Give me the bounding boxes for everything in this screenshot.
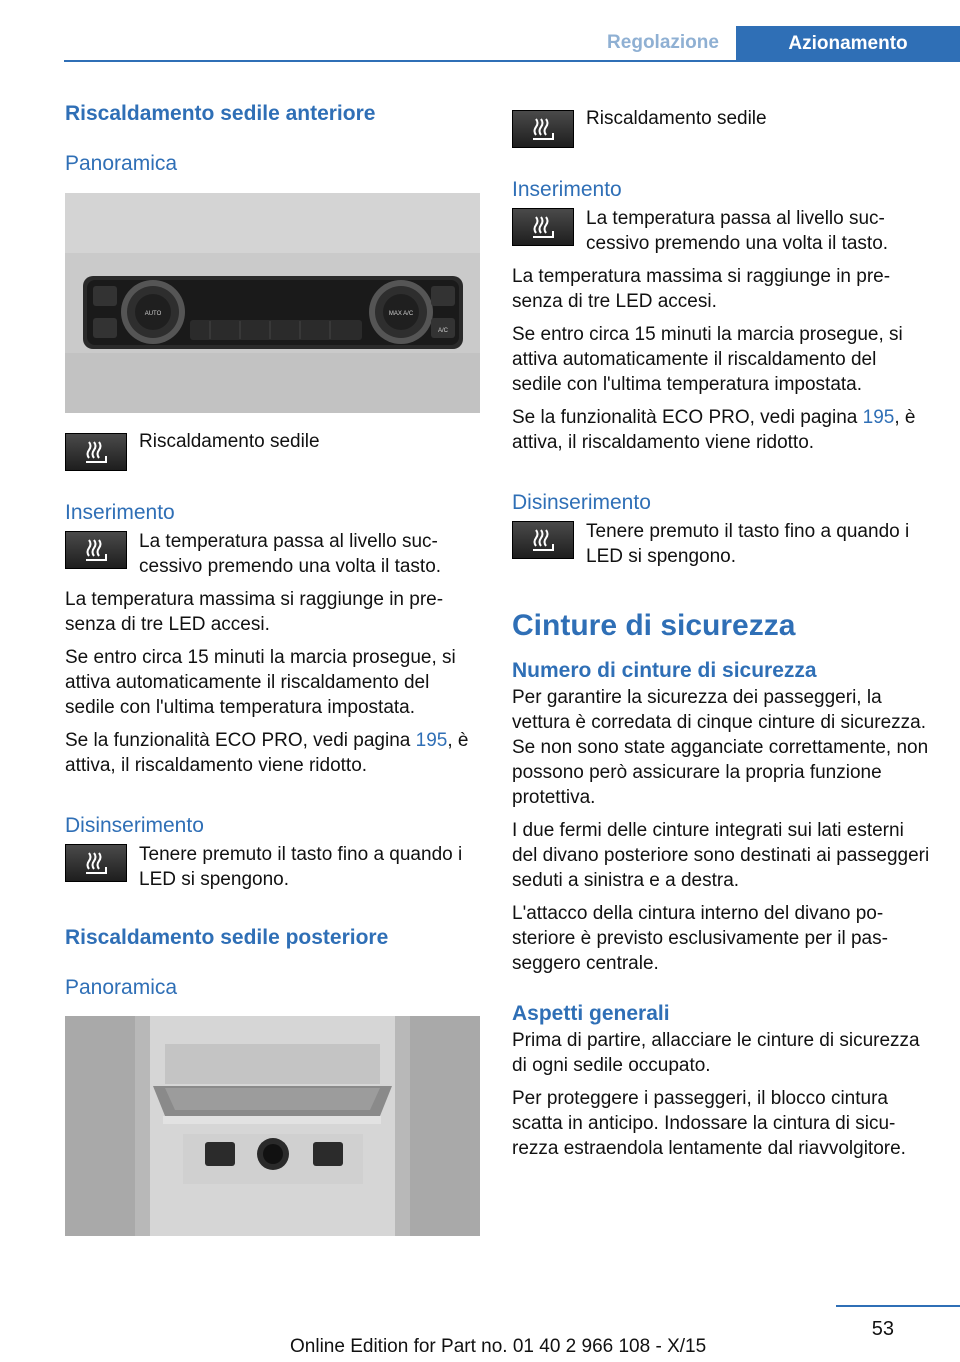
page-link[interactable]: 195 <box>862 407 895 428</box>
auto-label: AUTO <box>144 311 162 317</box>
heading-disinserimento: Disinserimento <box>512 491 651 514</box>
tab-azionamento[interactable]: Azionamento <box>736 26 960 62</box>
inserimento-text: La temperatura passa al livello successivo premendo una volta il tasto. <box>139 531 442 577</box>
paragraph: I due fermi delle cinture integrati sui lati esterni del divano posteriore sono destinati ai passeggeri seduti a sinistra e a destra. <box>512 820 930 891</box>
seat-heating-icon <box>512 521 574 559</box>
paragraph: Per garantire la sicurezza dei passeggeri, la vettura è corredata di cinque cinture di sicurezza. Se non sono state agganciate correttamente, non possono però assicurare la propria funzione protettiva. <box>512 687 929 808</box>
heading-rear-seat-heating: Riscaldamento sedile posteriore <box>65 926 389 949</box>
heading-disinserimento: Disinserimento <box>65 814 204 837</box>
rear-console-photo <box>65 1016 480 1236</box>
paragraph: L'attacco della cintura interno del divano posteriore è previsto esclusivamente per il passeggero centrale. <box>512 903 888 974</box>
heading-cinture: Cinture di sicurezza <box>512 609 796 642</box>
paragraph: Se la funzionalità ECO PRO, vedi pagina 195, è attiva, il riscaldamento viene ridotto. <box>512 407 916 453</box>
max-ac-label: MAX A/C <box>388 311 414 317</box>
front-climate-panel-photo <box>65 193 480 413</box>
seat-heating-icon <box>65 531 127 569</box>
right-column <box>512 100 930 1161</box>
seat-heating-icon <box>512 208 574 246</box>
paragraph: Per proteggere i passeggeri, il blocco cintura scatta in anticipo. Indossare la cintura di sicurezza estraendola lentamente dal riavvolgitore. <box>512 1088 906 1159</box>
heading-panoramica: Panoramica <box>65 976 178 999</box>
paragraph: Se la funzionalità ECO PRO, vedi pagina 195, è attiva, il riscaldamento viene ridotto. <box>65 730 469 776</box>
heading-front-seat-heating: Riscaldamento sedile anteriore <box>65 102 376 125</box>
paragraph: Se entro circa 15 minuti la marcia prosegue, si attiva automaticamente il riscaldamento del sedile con l'ultima temperatura impostata. <box>512 324 903 395</box>
seat-heating-icon <box>512 110 574 148</box>
seat-heating-caption: Riscaldamento sedile <box>586 108 767 129</box>
disinserimento-icon-row <box>512 519 930 569</box>
disinserimento-text: Tenere premuto il tasto fino a quando i LED si spengono. <box>586 521 910 567</box>
tab-regolazione[interactable]: Regolazione <box>607 32 719 53</box>
paragraph: La temperatura massima si raggiunge in presenza di tre LED accesi. <box>65 589 444 635</box>
inserimento-text: La temperatura passa al livello successivo premendo una volta il tasto. <box>586 208 889 254</box>
left-column <box>65 100 483 1236</box>
heading-numero-cinture: Numero di cinture di sicurezza <box>512 659 817 682</box>
paragraph: Se entro circa 15 minuti la marcia prosegue, si attiva automaticamente il riscaldamento del sedile con l'ultima temperatura impostata. <box>65 647 456 718</box>
seat-heating-icon-row <box>512 108 930 148</box>
heading-panoramica: Panoramica <box>65 152 178 175</box>
seat-heating-caption: Riscaldamento sedile <box>139 431 320 452</box>
seat-heating-icon <box>65 844 127 882</box>
ac-label: A/C <box>437 328 449 334</box>
inserimento-icon-row <box>512 206 930 256</box>
disinserimento-text: Tenere premuto il tasto fino a quando i LED si spengono. <box>139 844 463 890</box>
heading-inserimento: Inserimento <box>65 501 175 524</box>
inserimento-icon-row <box>65 529 483 579</box>
edition-footer: Online Edition for Part no. 01 40 2 966 108 - X/15 <box>290 1336 707 1357</box>
disinserimento-icon-row <box>65 842 483 892</box>
seat-heating-icon-row <box>65 431 483 471</box>
page-link[interactable]: 195 <box>415 730 448 751</box>
footer-rule <box>836 1305 960 1307</box>
paragraph: La temperatura massima si raggiunge in presenza di tre LED accesi. <box>512 266 891 312</box>
heading-aspetti-generali: Aspetti generali <box>512 1002 670 1025</box>
seat-heating-icon <box>65 433 127 471</box>
heading-inserimento: Inserimento <box>512 178 622 201</box>
page-number: 53 <box>871 1318 894 1340</box>
header-rule <box>64 60 960 62</box>
paragraph: Prima di partire, allacciare le cinture di sicurezza di ogni sedile occupato. <box>512 1030 920 1076</box>
